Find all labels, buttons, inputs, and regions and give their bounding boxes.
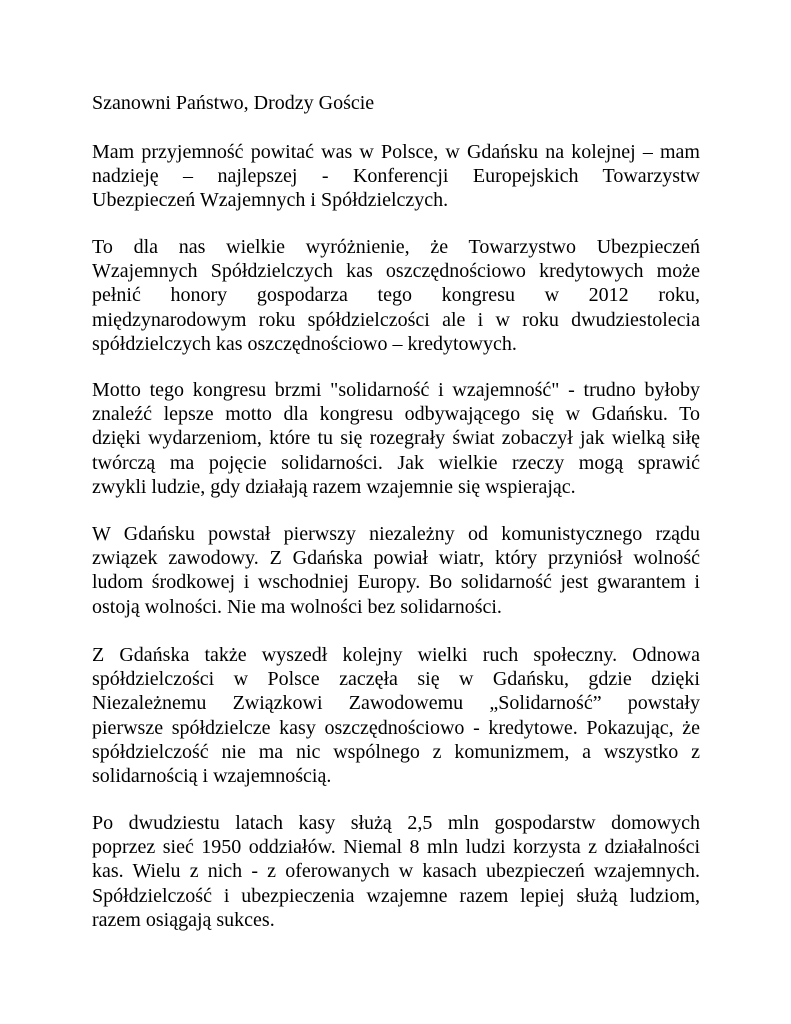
paragraph-line: Niezależnemu Związkowi Zawodowemu „Solidarność” powstały (92, 692, 700, 715)
paragraph-line: Wzajemnych Spółdzielczych kas oszczędnościowo kredytowych może (92, 260, 700, 283)
paragraph-motto (92, 378, 700, 499)
paragraph-line: To dla nas wielkie wyróżnienie, że Towarzystwo Ubezpieczeń (92, 236, 700, 258)
paragraph-line: nadzieję – najlepszej - Konferencji Europejskich Towarzystw (92, 165, 700, 188)
paragraph-line: spółdzielczych kas oszczędnościowo – kredytowych. (92, 332, 517, 355)
paragraph-line: poprzez sieć 1950 oddziałów. Niemal 8 mln ludzi korzysta z działalności (92, 836, 700, 859)
paragraph-line: spółdzielczość nie ma nic wspólnego z komunizmem, a wszystko z (92, 740, 700, 763)
paragraph-honor (92, 235, 700, 356)
paragraph-line: ostoją wolności. Nie ma wolności bez solidarności. (92, 595, 502, 618)
paragraph-welcome (92, 140, 700, 213)
paragraph-line: Motto tego kongresu brzmi "solidarność i wzajemność" - trudno byłoby (92, 379, 700, 401)
paragraph-statistics (92, 811, 700, 932)
paragraph-line: pierwsze spółdzielcze kasy oszczędnościowo - kredytowe. Pokazując, że (92, 716, 700, 739)
paragraph-line: kas. Wielu z nich - z oferowanych w kasach ubezpieczeń wzajemnych. (92, 860, 700, 883)
paragraph-line: pełnić honory gospodarza tego kongresu w 2012 roku, (92, 284, 700, 307)
paragraph-cooperative-revival (92, 643, 700, 788)
paragraph-line: międzynarodowym roku spółdzielczości ale i w roku dwudziestolecia (92, 308, 700, 331)
paragraph-line: związek zawodowy. Z Gdańska powiał wiatr, który przyniósł wolność (92, 547, 700, 570)
paragraph-trade-union (92, 522, 700, 619)
paragraph-line: Spółdzielczość i ubezpieczenia wzajemne razem lepiej służą ludziom, (92, 884, 700, 907)
paragraph-line: dzięki wydarzeniom, które tu się rozegrały świat zobaczył jak wielką siłę (92, 427, 700, 450)
greeting (92, 91, 700, 115)
paragraph-line: Ubezpieczeń Wzajemnych i Spółdzielczych. (92, 189, 449, 212)
paragraph-line: solidarnością i wzajemnością. (92, 765, 332, 788)
paragraph-line: W Gdańsku powstał pierwszy niezależny od komunistycznego rządu (92, 523, 700, 545)
paragraph-line: Z Gdańska także wyszedł kolejny wielki ruch społeczny. Odnowa (92, 644, 700, 666)
paragraph-line: spółdzielczości w Polsce zaczęła się w Gdańsku, gdzie dzięki (92, 668, 700, 691)
paragraph-line: razem osiągają sukces. (92, 908, 275, 931)
paragraph-line: Po dwudziestu latach kasy służą 2,5 mln gospodarstw domowych (92, 812, 700, 834)
paragraph-line: ludom środkowej i wschodniej Europy. Bo solidarność jest gwarantem i (92, 571, 700, 594)
greeting-line: Szanowni Państwo, Drodzy Goście (92, 92, 375, 114)
paragraph-line: znaleźć lepsze motto dla kongresu odbywającego się w Gdańsku. To (92, 403, 700, 426)
paragraph-line: twórczą ma pojęcie solidarności. Jak wielkie rzeczy mogą sprawić (92, 451, 700, 474)
paragraph-line: Mam przyjemność powitać was w Polsce, w Gdańsku na kolejnej – mam (92, 141, 700, 163)
paragraph-line: zwykli ludzie, gdy działają razem wzajemnie się wspierając. (92, 475, 576, 498)
